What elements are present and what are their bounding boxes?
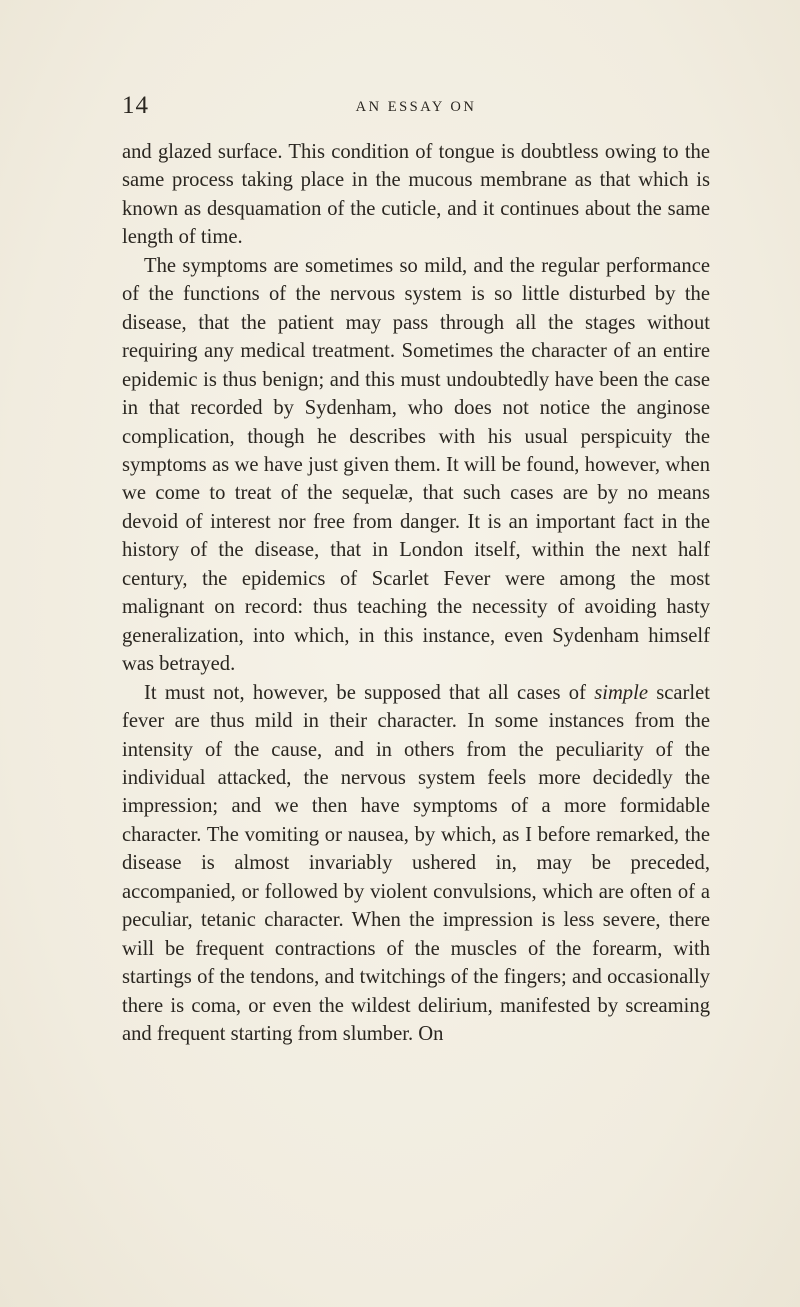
paragraph-3-text-a: It must not, however, be supposed that all cases of (144, 681, 595, 704)
running-title: AN ESSAY ON (355, 99, 477, 115)
paragraph-3-text-b: scarlet fever are thus mild in their character. In some instances from the intensity of the cause, and in others from the peculiarity of the individual attacked, the nervous system feels more decidedly the impression; and we then have symptoms of a more formidable character. The vomiting or nausea, by which, as I before remarked, the disease is almost invariably ushered in, may be preceded, accompanied, or followed by violent convulsions, which are often of a peculiar, tetanic character. When the impression is less severe, there will be frequent contractions of the muscles of the forearm, with startings of the tendons, and twitchings of the fingers; and occasionally there is coma, or even the wildest delirium, manifested by screaming and frequent starting from slumber. On (122, 681, 710, 1046)
body-text (122, 138, 710, 1049)
paragraph-3 (122, 679, 710, 1049)
page-number: 14 (122, 92, 149, 119)
paragraph-1 (122, 138, 710, 252)
running-head (122, 92, 710, 124)
paragraph-2 (122, 252, 710, 679)
paragraph-1-text: and glazed surface. This condition of tongue is doubtless owing to the same process taking place in the mucous membrane as that which is known as desquamation of the cuticle, and it continues about the same length of time. (122, 141, 710, 249)
emphasis-simple: simple (594, 681, 648, 704)
paragraph-2-text: The symptoms are sometimes so mild, and the regular performance of the functions of the nervous system is so little disturbed by the disease, that the patient may pass through all the stages without requiring any medical treatment. Sometimes the character of an entire epidemic is thus benign; and this must undoubtedly have been the case in that recorded by Sydenham, who does not notice the anginose complication, though he describes with his usual perspicuity the symptoms as we have just given them. It will be found, however, when we come to treat of the sequelæ, that such cases are by no means devoid of interest nor free from danger. It is an important fact in the history of the disease, that in London itself, within the next half century, the epidemics of Scarlet Fever were among the most malignant on record: thus teaching the necessity of avoiding hasty generalization, into which, in this instance, even Sydenham himself was betrayed. (122, 254, 710, 676)
